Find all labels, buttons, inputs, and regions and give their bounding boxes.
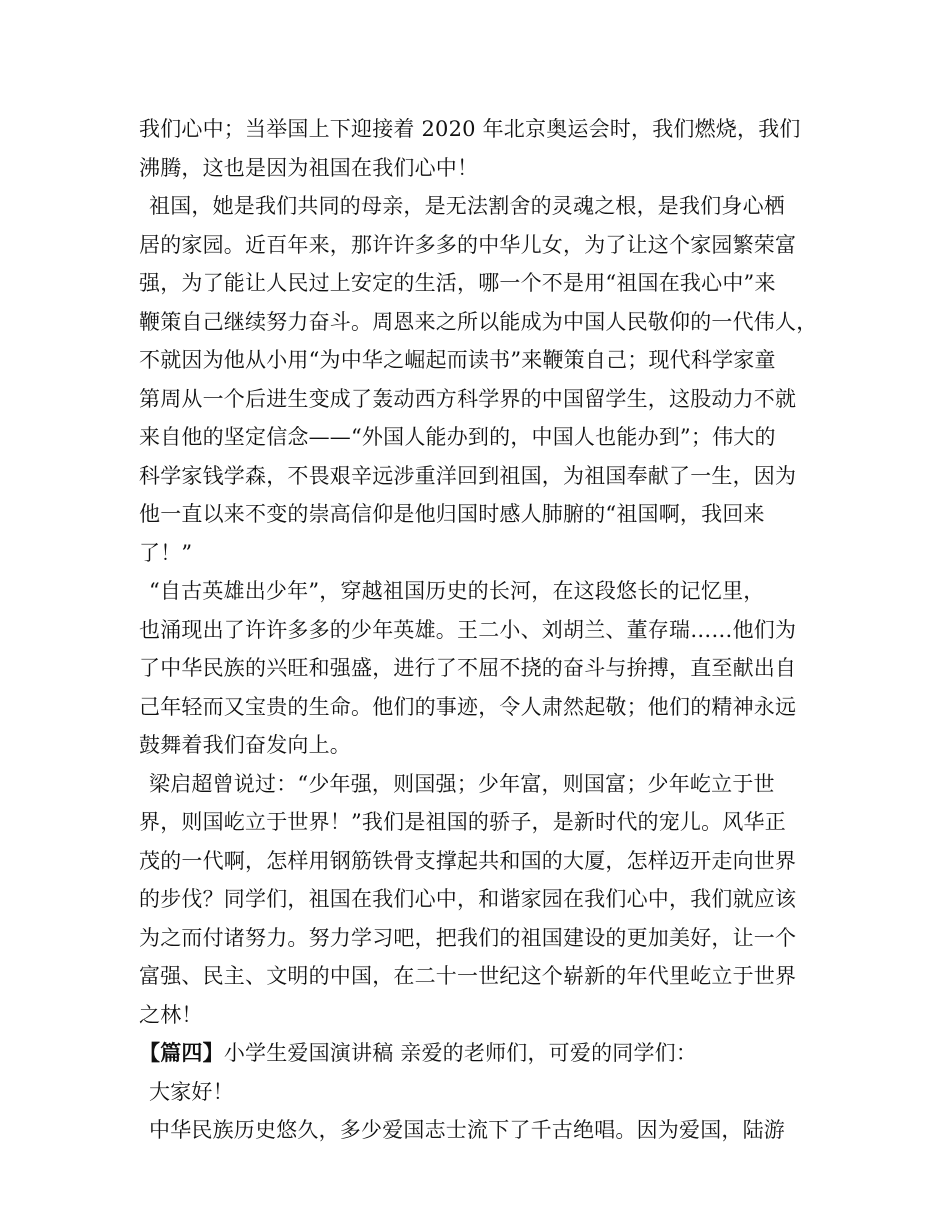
text-line: 中华民族历史悠久，多少爱国志士流下了千古绝唱。因为爱国，陆游: [149, 1118, 785, 1142]
text-line: 他一直以来不变的崇高信仰是他归国时感人肺腑的“祖国啊，我回来: [139, 502, 765, 526]
text-line: 也涌现出了许许多多的少年英雄。王二小、刘胡兰、董存瑞……他们为: [139, 617, 797, 642]
text-line: 之林！: [139, 1002, 203, 1027]
text-line: 的步伐？同学们，祖国在我们心中，和谐家园在我们心中，我们就应该: [139, 887, 797, 911]
text-line: 我们心中；当举国上下迎接着 2020 年北京奥运会时，我们燃烧，我们: [139, 117, 801, 141]
text-line: 富强、民主、文明的中国，在二十一世纪这个崭新的年代里屹立于世界: [139, 964, 797, 988]
article-body: [139, 110, 829, 1150]
section-heading-line: [139, 1034, 829, 1073]
text-line: 梁启超曾说过：“少年强，则国强；少年富，则国富；少年屹立于世: [149, 771, 775, 796]
text-line: 第周从一个后进生变成了轰动西方科学界的中国留学生，这股动力不就: [139, 386, 797, 411]
text-line: 不就因为他从小用“为中华之崛起而读书”来鞭策自己；现代科学家童: [139, 348, 776, 372]
section-mark: 【篇四】: [139, 1040, 224, 1065]
text-line: 大家好！: [149, 1079, 234, 1104]
text-line: “自古英雄出少年”，穿越祖国历史的长河，在这段悠长的记忆里，: [149, 579, 765, 603]
text-line: 茂的一代啊，怎样用钢筋铁骨支撑起共和国的大厦，怎样迈开走向世界: [139, 848, 797, 873]
text-line: 强，为了能让人民过上安定的生活，哪一个不是用“祖国在我心中”来: [139, 271, 776, 295]
text-line: 鼓舞着我们奋发向上。: [139, 733, 351, 757]
text-line: 了！”: [139, 540, 193, 565]
text-line: 沸腾，这也是因为祖国在我们心中！: [139, 155, 479, 180]
text-line: 了中华民族的兴旺和强盛，进行了不屈不挠的奋斗与拚搏，直至献出自: [139, 656, 797, 680]
text-line: 己年轻而又宝贵的生命。他们的事迹，令人肃然起敬；他们的精神永远: [139, 694, 797, 719]
text-line: 界，则国屹立于世界！”我们是祖国的骄子，是新时代的宠儿。风华正: [139, 810, 786, 834]
text-line: 科学家钱学森，不畏艰辛远涉重洋回到祖国，为祖国奉献了一生，因为: [139, 463, 797, 488]
text-line: 来自他的坚定信念——“外国人能办到的，中国人也能办到”；伟大的: [139, 425, 776, 449]
text-line: 居的家园。近百年来，那许许多多的中华儿女，为了让这个家园繁荣富: [139, 232, 797, 257]
section-heading-text: 小学生爱国演讲稿 亲爱的老师们，可爱的同学们：: [223, 1041, 698, 1065]
text-line: 鞭策自己继续努力奋斗。周恩来之所以能成为中国人民敬仰的一代伟人，: [139, 309, 818, 334]
text-line: 祖国，她是我们共同的母亲，是无法割舍的灵魂之根，是我们身心栖: [149, 194, 785, 218]
text-line: 为之而付诸努力。努力学习吧，把我们的祖国建设的更加美好，让一个: [139, 925, 797, 950]
